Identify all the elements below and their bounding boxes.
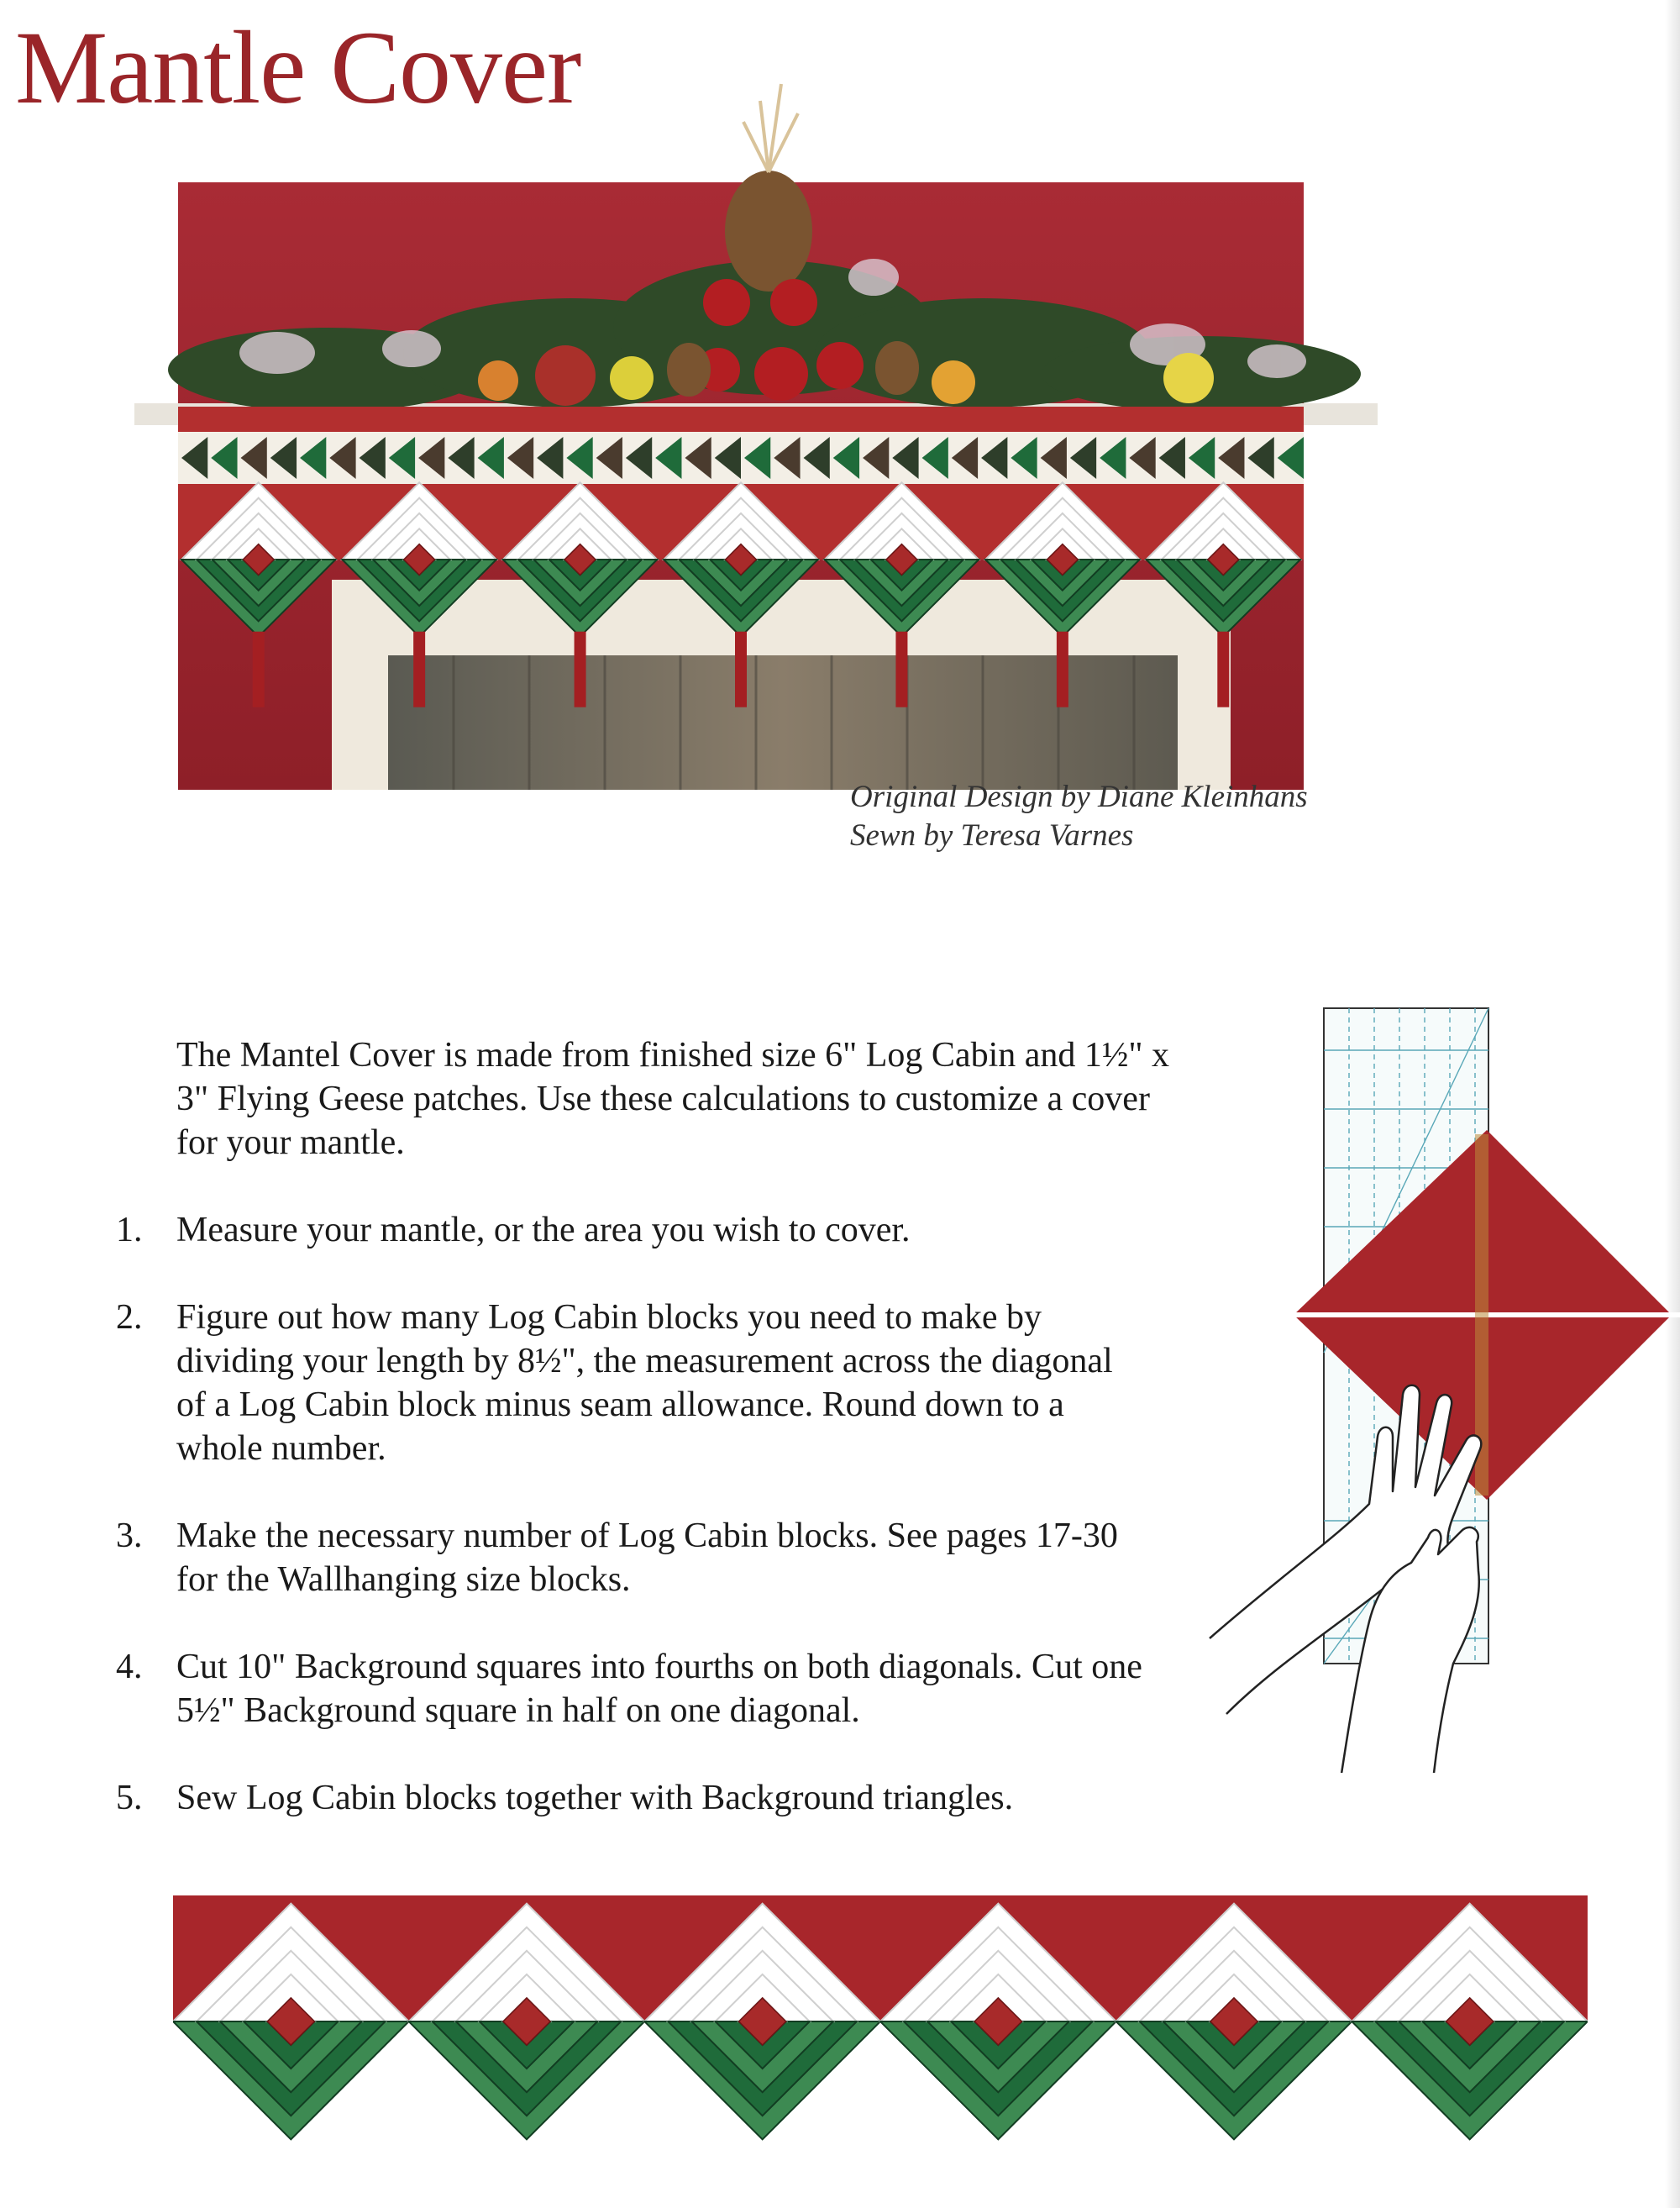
cover-top-band <box>178 407 1304 432</box>
photo-credits <box>850 778 1308 855</box>
step-number: 5. <box>116 1779 143 1817</box>
tassel <box>413 632 425 707</box>
tassel <box>735 632 747 707</box>
step-text: Make the necessary number of Log Cabin blocks. See pages 17-30 for the Wallhanging size blocks. <box>176 1517 1118 1599</box>
sewn-credit: Sewn by Teresa Varnes <box>850 818 1134 853</box>
step-number: 2. <box>116 1298 143 1337</box>
step-text: Figure out how many Log Cabin blocks you need to make by dividing your length by 8½", the measurement across the diagonal of a Log Cabin block minus seam allowance. Round down to a whole number. <box>176 1298 1113 1468</box>
step-item <box>116 1645 1149 1732</box>
step-number: 1. <box>116 1211 143 1249</box>
page-title: Mantle Cover <box>15 10 581 125</box>
step-text: Measure your mantle, or the area you wish to cover. <box>176 1211 911 1249</box>
tassel <box>1057 632 1068 707</box>
tassel <box>895 632 907 707</box>
step-number: 3. <box>116 1517 143 1555</box>
tassel <box>1217 632 1229 707</box>
step-item <box>116 1208 1149 1252</box>
log-cabin-border-illustration <box>173 1895 1588 2148</box>
tassel <box>575 632 586 707</box>
instruction-steps <box>116 1208 1149 1864</box>
intro-paragraph: The Mantel Cover is made from finished size 6" Log Cabin and 1½" x 3" Flying Geese patches. Use these calculations to customize a cover for your mantle. <box>176 1036 1170 1162</box>
step-number: 4. <box>116 1648 143 1686</box>
cutting-diagram <box>1176 1000 1680 1773</box>
step-item <box>116 1514 1149 1601</box>
step-item <box>116 1776 1149 1820</box>
tassel <box>253 632 265 707</box>
step-text: Sew Log Cabin blocks together with Background triangles. <box>176 1779 1014 1817</box>
mantle-photo <box>134 50 1378 790</box>
step-text: Cut 10" Background squares into fourths on both diagonals. Cut one 5½" Background square in half on one diagonal. <box>176 1648 1142 1730</box>
design-credit: Original Design by Diane Kleinhans <box>850 780 1308 814</box>
pine-cone <box>725 171 812 292</box>
step-item <box>116 1296 1149 1470</box>
